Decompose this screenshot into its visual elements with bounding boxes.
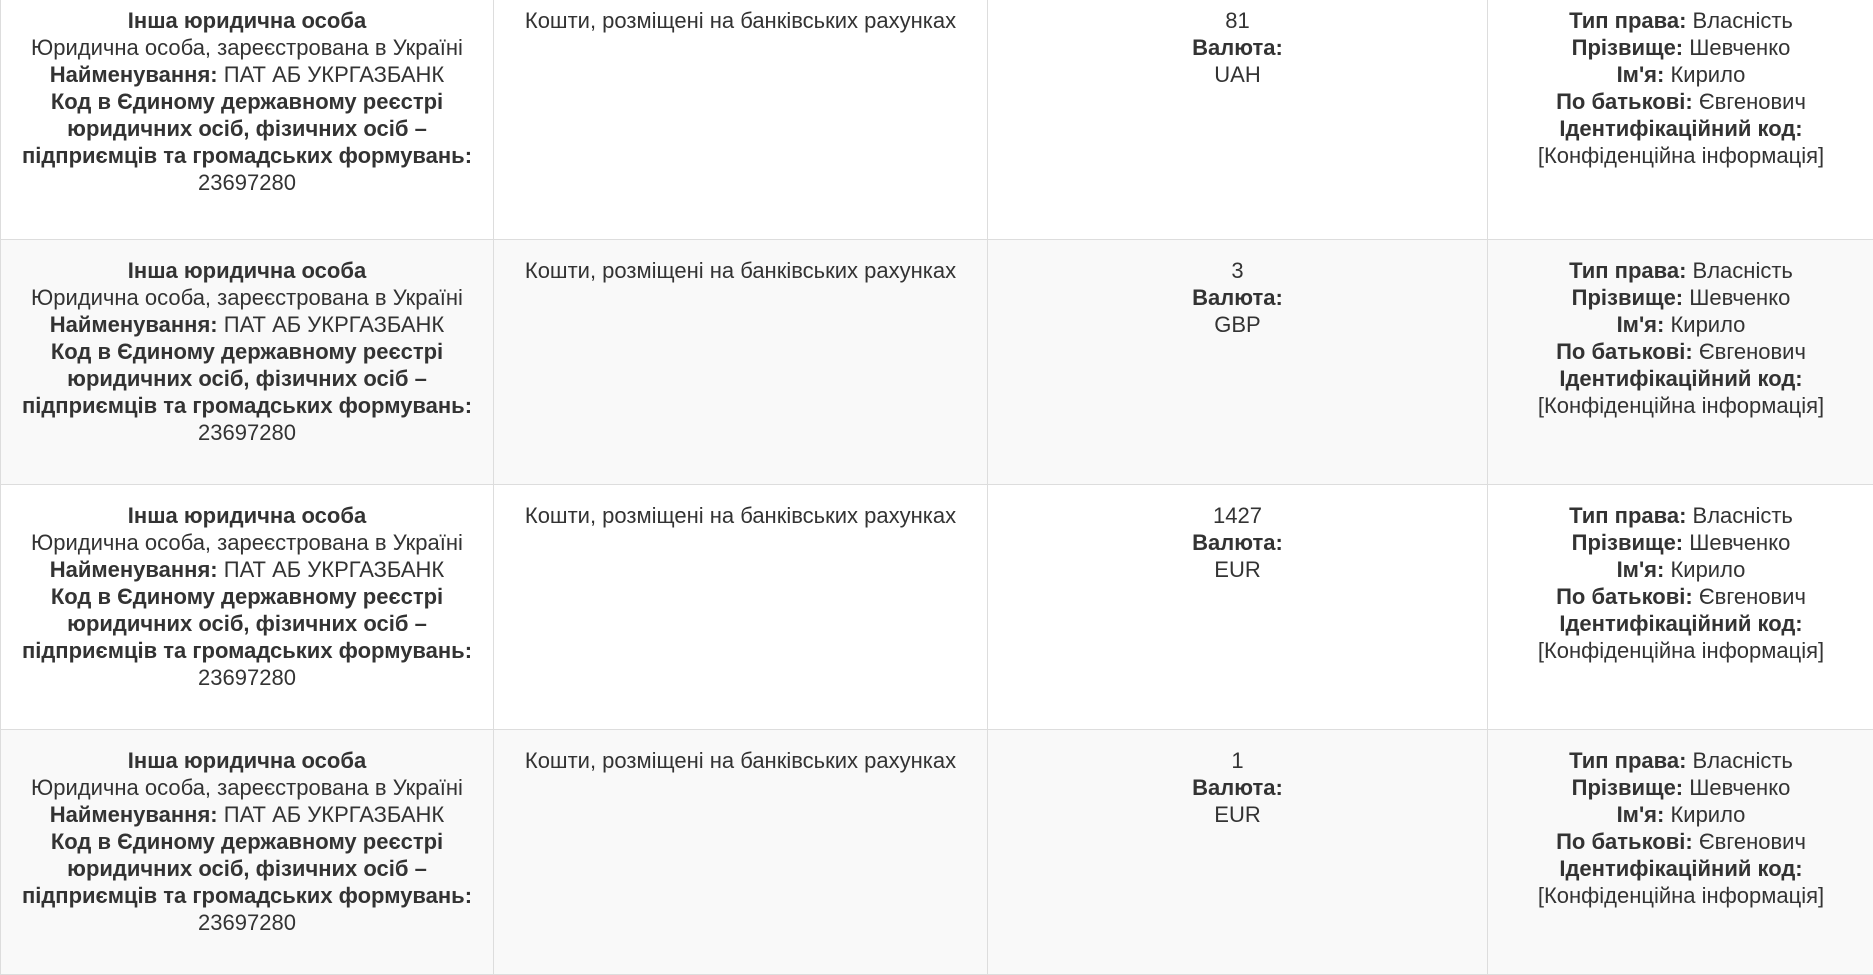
entity-type-heading: Інша юридична особа <box>13 7 481 34</box>
ownership-cell <box>1488 730 1873 975</box>
right-type-value: Власність <box>1693 8 1793 33</box>
patronymic-value: Євгенович <box>1699 89 1806 114</box>
registry-code-value: 23697280 <box>198 665 296 690</box>
surname-label: Прізвище: <box>1572 285 1683 310</box>
entity-type-heading: Інша юридична особа <box>13 747 481 774</box>
patronymic-line <box>1500 828 1862 855</box>
firstname-value: Кирило <box>1670 557 1745 582</box>
patronymic-label: По батькові: <box>1556 89 1693 114</box>
owner-entity-cell <box>1 485 494 730</box>
entity-registration-text: Юридична особа, зареєстрована в Україні <box>13 34 481 61</box>
id-code-label: Ідентифікаційний код: <box>1559 116 1802 141</box>
right-type-label: Тип права: <box>1569 503 1686 528</box>
surname-value: Шевченко <box>1689 285 1790 310</box>
name-label: Найменування: <box>50 802 218 827</box>
right-type-line <box>1500 257 1862 284</box>
entity-name-line <box>13 801 481 828</box>
amount-value: 1 <box>1000 747 1475 774</box>
right-type-label: Тип права: <box>1569 748 1686 773</box>
name-label: Найменування: <box>50 312 218 337</box>
registry-code-value: 23697280 <box>198 910 296 935</box>
surname-label: Прізвище: <box>1572 775 1683 800</box>
asset-type-text: Кошти, розміщені на банківських рахунках <box>506 7 975 34</box>
asset-type-text: Кошти, розміщені на банківських рахунках <box>506 502 975 529</box>
right-type-line <box>1500 747 1862 774</box>
id-code-line <box>1500 610 1862 664</box>
firstname-value: Кирило <box>1670 312 1745 337</box>
patronymic-line <box>1500 338 1862 365</box>
registry-code-line <box>13 338 481 446</box>
registry-code-line <box>13 583 481 691</box>
name-label: Найменування: <box>50 62 218 87</box>
asset-type-cell <box>494 730 988 975</box>
firstname-label: Ім'я: <box>1617 557 1665 582</box>
ownership-cell <box>1488 485 1873 730</box>
id-code-value: [Конфіденційна інформація] <box>1538 143 1824 168</box>
entity-name-line <box>13 556 481 583</box>
asset-type-cell <box>494 0 988 240</box>
registry-code-label: Код в Єдиному державному реєстрі юридичних осіб, фізичних осіб – підприємців та громадських формувань: <box>22 584 472 663</box>
currency-label: Валюта: <box>1000 529 1475 556</box>
right-type-label: Тип права: <box>1569 8 1686 33</box>
asset-rows <box>1 0 1873 975</box>
surname-value: Шевченко <box>1689 775 1790 800</box>
id-code-line <box>1500 115 1862 169</box>
asset-table-row <box>1 730 1873 975</box>
entity-name-line <box>13 61 481 88</box>
firstname-label: Ім'я: <box>1617 62 1665 87</box>
registry-code-label: Код в Єдиному державному реєстрі юридичних осіб, фізичних осіб – підприємців та громадських формувань: <box>22 829 472 908</box>
id-code-line <box>1500 365 1862 419</box>
id-code-value: [Конфіденційна інформація] <box>1538 883 1824 908</box>
name-label: Найменування: <box>50 557 218 582</box>
surname-label: Прізвище: <box>1572 35 1683 60</box>
id-code-label: Ідентифікаційний код: <box>1559 856 1802 881</box>
patronymic-label: По батькові: <box>1556 829 1693 854</box>
firstname-line <box>1500 556 1862 583</box>
bank-name-value: ПАТ АБ УКРГАЗБАНК <box>224 802 445 827</box>
registry-code-label: Код в Єдиному державному реєстрі юридичних осіб, фізичних осіб – підприємців та громадських формувань: <box>22 89 472 168</box>
bank-name-value: ПАТ АБ УКРГАЗБАНК <box>224 557 445 582</box>
amount-cell <box>988 240 1488 485</box>
registry-code-label: Код в Єдиному державному реєстрі юридичних осіб, фізичних осіб – підприємців та громадських формувань: <box>22 339 472 418</box>
registry-code-line <box>13 88 481 196</box>
patronymic-label: По батькові: <box>1556 339 1693 364</box>
id-code-value: [Конфіденційна інформація] <box>1538 638 1824 663</box>
firstname-line <box>1500 311 1862 338</box>
surname-line <box>1500 284 1862 311</box>
id-code-label: Ідентифікаційний код: <box>1559 611 1802 636</box>
bank-name-value: ПАТ АБ УКРГАЗБАНК <box>224 62 445 87</box>
currency-label: Валюта: <box>1000 774 1475 801</box>
firstname-label: Ім'я: <box>1617 312 1665 337</box>
patronymic-line <box>1500 88 1862 115</box>
bank-name-value: ПАТ АБ УКРГАЗБАНК <box>224 312 445 337</box>
asset-type-text: Кошти, розміщені на банківських рахунках <box>506 257 975 284</box>
surname-line <box>1500 34 1862 61</box>
id-code-value: [Конфіденційна інформація] <box>1538 393 1824 418</box>
id-code-line <box>1500 855 1862 909</box>
right-type-value: Власність <box>1693 503 1793 528</box>
currency-value: UAH <box>1000 61 1475 88</box>
owner-entity-cell <box>1 240 494 485</box>
currency-label: Валюта: <box>1000 284 1475 311</box>
surname-value: Шевченко <box>1689 35 1790 60</box>
patronymic-label: По батькові: <box>1556 584 1693 609</box>
amount-value: 1427 <box>1000 502 1475 529</box>
entity-type-heading: Інша юридична особа <box>13 502 481 529</box>
patronymic-line <box>1500 583 1862 610</box>
asset-type-text: Кошти, розміщені на банківських рахунках <box>506 747 975 774</box>
firstname-value: Кирило <box>1670 802 1745 827</box>
right-type-value: Власність <box>1693 748 1793 773</box>
registry-code-line <box>13 828 481 936</box>
amount-cell <box>988 730 1488 975</box>
surname-line <box>1500 529 1862 556</box>
amount-cell <box>988 485 1488 730</box>
owner-entity-cell <box>1 730 494 975</box>
surname-value: Шевченко <box>1689 530 1790 555</box>
entity-registration-text: Юридична особа, зареєстрована в Україні <box>13 774 481 801</box>
surname-label: Прізвище: <box>1572 530 1683 555</box>
surname-line <box>1500 774 1862 801</box>
amount-value: 3 <box>1000 257 1475 284</box>
right-type-line <box>1500 502 1862 529</box>
firstname-value: Кирило <box>1670 62 1745 87</box>
owner-entity-cell <box>1 0 494 240</box>
right-type-line <box>1500 7 1862 34</box>
entity-type-heading: Інша юридична особа <box>13 257 481 284</box>
asset-type-cell <box>494 240 988 485</box>
entity-name-line <box>13 311 481 338</box>
amount-cell <box>988 0 1488 240</box>
currency-label: Валюта: <box>1000 34 1475 61</box>
amount-value: 81 <box>1000 7 1475 34</box>
right-type-label: Тип права: <box>1569 258 1686 283</box>
currency-value: EUR <box>1000 556 1475 583</box>
asset-table-row <box>1 485 1873 730</box>
registry-code-value: 23697280 <box>198 420 296 445</box>
currency-value: EUR <box>1000 801 1475 828</box>
ownership-cell <box>1488 0 1873 240</box>
registry-code-value: 23697280 <box>198 170 296 195</box>
firstname-line <box>1500 801 1862 828</box>
patronymic-value: Євгенович <box>1699 584 1806 609</box>
entity-registration-text: Юридична особа, зареєстрована в Україні <box>13 529 481 556</box>
firstname-line <box>1500 61 1862 88</box>
asset-table-row <box>1 0 1873 240</box>
patronymic-value: Євгенович <box>1699 339 1806 364</box>
entity-registration-text: Юридична особа, зареєстрована в Україні <box>13 284 481 311</box>
asset-table-row <box>1 240 1873 485</box>
firstname-label: Ім'я: <box>1617 802 1665 827</box>
asset-type-cell <box>494 485 988 730</box>
right-type-value: Власність <box>1693 258 1793 283</box>
id-code-label: Ідентифікаційний код: <box>1559 366 1802 391</box>
currency-value: GBP <box>1000 311 1475 338</box>
patronymic-value: Євгенович <box>1699 829 1806 854</box>
ownership-cell <box>1488 240 1873 485</box>
